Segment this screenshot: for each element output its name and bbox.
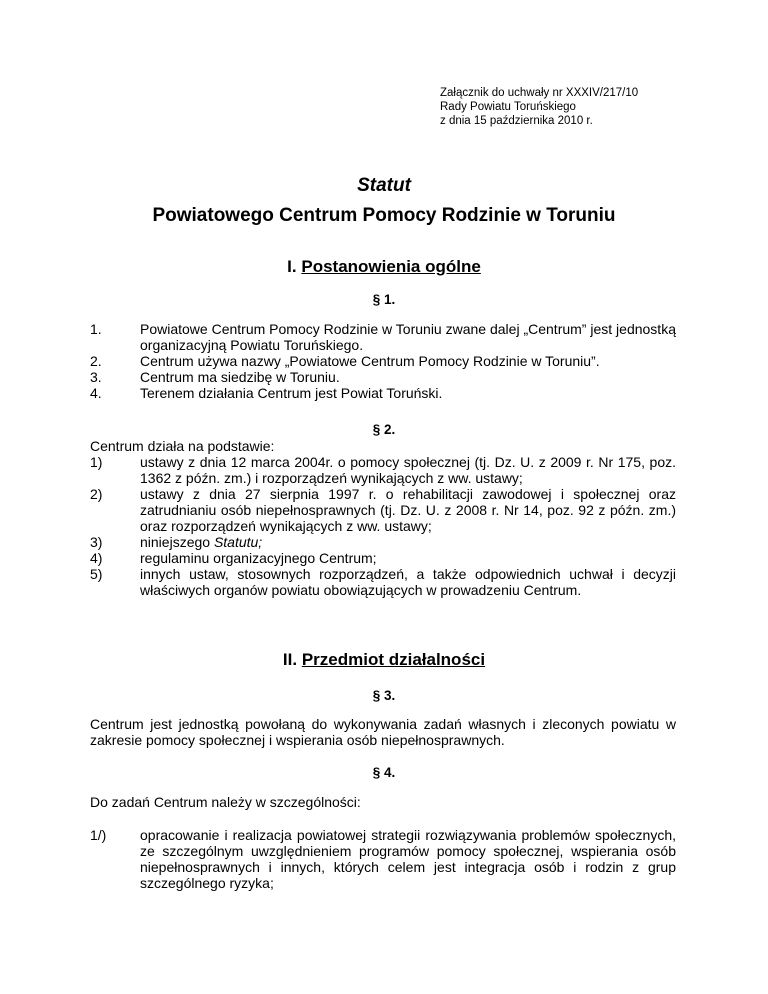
list-item-number: 1/) [90, 827, 107, 843]
paragraph-3-label: § 3. [372, 688, 396, 703]
document-title: Statut [357, 175, 411, 196]
section-2-title: Przedmiot działalności [301, 650, 486, 669]
paragraph-4-label: § 4. [372, 765, 396, 780]
list-item [90, 385, 676, 401]
list-item-text: Centrum ma siedzibę w Toruniu. [140, 369, 340, 385]
paragraph-1-label: § 1. [372, 292, 396, 307]
paragraph-1-list [90, 321, 676, 401]
section-1-number: I. [287, 257, 297, 276]
list-item-text: Powiatowe Centrum Pomocy Rodzinie w Toruniu zwane dalej „Centrum” jest jednostką organizacyjną Powiatu Toruńskiego. [140, 321, 676, 353]
list-item-text: ustawy z dnia 12 marca 2004r. o pomocy społecznej (tj. Dz. U. z 2009 r. Nr 175, poz. 1362 z późn. zm.) i rozporządzeń wynikających z ww. ustawy; [140, 454, 676, 486]
list-item-number: 4. [90, 385, 102, 401]
attachment-line-1: Załącznik do uchwały nr XXXIV/217/10 [440, 87, 639, 99]
paragraph-2-label: § 2. [372, 422, 396, 437]
list-item-number: 1. [90, 321, 102, 337]
paragraph-4-intro: Do zadań Centrum należy w szczególności: [90, 794, 361, 810]
list-item-text: opracowanie i realizacja powiatowej strategii rozwiązywania problemów społecznych, ze szczególnym uwzględnieniem programów pomocy społecznej, wspierania osób niepełnosprawnych i innych, których celem jest integracja osób i rodzin z grup szczególnego ryzyka; [140, 827, 676, 891]
list-item [90, 827, 676, 891]
list-item-text: Terenem działania Centrum jest Powiat Toruński. [140, 385, 443, 401]
list-item [90, 566, 676, 598]
list-item-text: innych ustaw, stosownych rozporządzeń, a także odpowiednich uchwał i decyzji właściwych organów powiatu obowiązujących w prowadzeniu Centrum. [140, 566, 676, 598]
list-item-number: 3. [90, 369, 102, 385]
paragraph-3-text: Centrum jest jednostką powołaną do wykonywania zadań własnych i zleconych powiatu w zakresie pomocy społecznej i wspierania osób niepełnosprawnych. [90, 716, 676, 748]
paragraph-4-list [90, 827, 676, 891]
list-item [90, 534, 676, 550]
list-item-text: Centrum używa nazwy „Powiatowe Centrum Pomocy Rodzinie w Toruniu”. [140, 353, 600, 369]
list-item-text: ustawy z dnia 27 sierpnia 1997 r. o rehabilitacji zawodowej i społecznej oraz zatrudnianiu osób niepełnosprawnych (tj. Dz. U. z 2008 r. Nr 14, poz. 92 z późn. zm.) oraz rozporządzeń wynikających z ww. ustawy; [140, 486, 676, 534]
list-item-number: 4) [90, 550, 103, 566]
list-item-number: 3) [90, 534, 103, 550]
document-subtitle: Powiatowego Centrum Pomocy Rodzinie w Toruniu [152, 205, 616, 226]
attachment-note [440, 86, 638, 128]
section-1-heading [0, 257, 768, 277]
list-item [90, 369, 676, 385]
list-item-number: 1) [90, 454, 103, 470]
list-item-text: regulaminu organizacyjnego Centrum; [140, 550, 377, 566]
attachment-line-3: z dnia 15 października 2010 r. [440, 115, 593, 127]
list-item-text: niniejszego [140, 534, 214, 550]
list-item [90, 486, 676, 534]
list-item-italic-text: Statutu; [213, 534, 263, 550]
list-item [90, 454, 676, 486]
attachment-line-2: Rady Powiatu Toruńskiego [440, 101, 576, 113]
list-item-number: 5) [90, 566, 103, 582]
list-item-number: 2) [90, 486, 103, 502]
section-2-number: II. [282, 650, 298, 669]
paragraph-2-list [90, 454, 676, 598]
section-1-title: Postanowienia ogólne [301, 257, 481, 276]
list-item [90, 321, 676, 353]
list-item-number: 2. [90, 353, 102, 369]
section-2-heading [0, 650, 768, 670]
list-item [90, 550, 676, 566]
list-item [90, 353, 676, 369]
paragraph-2-intro: Centrum działa na podstawie: [90, 438, 275, 454]
